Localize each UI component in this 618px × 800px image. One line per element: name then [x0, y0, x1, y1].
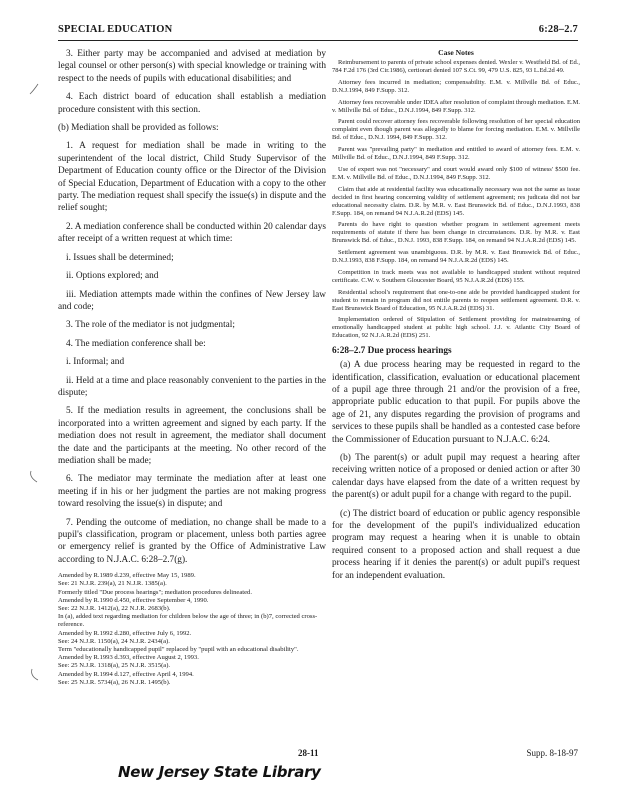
paragraph: ii. Options explored; and: [66, 271, 159, 282]
history-line: See: 24 N.J.R. 1150(a), 24 N.J.R. 2434(a).: [58, 637, 170, 645]
margin-mark: [28, 82, 40, 96]
history-line: Term "educationally handicapped pupil" replaced by "pupil with an educational disability".: [58, 646, 299, 654]
case-note: Claim that aide at residential facility was educationally necessary was not the same as issue decided in first hearing concerning validity of settlement agreement; res judicata did not bar educational necessity claim. D.R. by M.R. v. East Brunswick Bd. of Educ., D.N.J.1993, 838 F.Supp. 184, on remand 94 N.J.A.R.2d (EDS) 145.: [332, 185, 580, 217]
history-line: See: 21 N.J.R. 239(a), 21 N.J.R. 1385(a).: [58, 580, 167, 588]
history-line: Amended by R.1992 d.280, effective July 6, 1992.: [58, 629, 192, 637]
history-line: See: 25 N.J.R. 5734(a), 26 N.J.R. 1495(b).: [58, 678, 171, 686]
header-section-range: 6:28–2.7: [538, 24, 578, 35]
case-note: Parent could recover attorney fees recoverable following resolution of her special education complaint even though parent was allegedly to blame for forcing mediation. E.M. v. Millville Bd. of Educ., D.N.J. 1994, 849 F.Supp. 312.: [332, 118, 580, 142]
case-note: Competition in track meets was not available to handicapped student without required certificate. C.W. v. Southern Gloucester Board, 95 N.J.A.R.2d (EDS) 155.: [332, 268, 580, 284]
paragraph: 6. The mediator may terminate the mediation after at least one meeting if in his or her judgment the parties are not making progress toward resolving the issue(s) in dispute; and: [58, 474, 326, 510]
history-line: Amended by R.1990 d.450, effective September 4, 1990.: [58, 596, 209, 604]
case-notes-title: Case Notes: [438, 48, 474, 57]
paragraph: 1. A request for mediation shall be made in writing to the superintendent of the local district, Child Study Supervisor of the Department of Education county office or the Director of the Division of Special Education, Department of Education with a copy to the other party. The mediation request shall specify the issue(s) in dispute and the relief sought;: [58, 141, 326, 214]
case-note: Implementation ordered of Stipulation of Settlement providing for mainstreaming of emotionally handicapped student at public high school. J.J. v. Atlantic City Board of Education, 92 N.J.A.R.2d (EDS) 251.: [332, 316, 580, 340]
paragraph: ii. Held at a time and place reasonably convenient to the parties in the dispute;: [58, 375, 326, 398]
case-note: Settlement agreement was unambiguous. D.R. by M.R. v. East Brunswick Bd. of Educ., D.N.J.1993, 838 F.Supp. 184, on remand 94 N.J.A.R.2d (EDS) 145.: [332, 249, 580, 265]
history-line: Amended by R.1989 d.239, effective May 15, 1989.: [58, 572, 196, 580]
paragraph: 4. The mediation conference shall be:: [66, 338, 206, 349]
case-note: Parent was "prevailing party" in mediation and entitled to award of attorney fees. E.M. v. Millville Bd. of Educ., D.N.J.1994, 849 F.Supp. 312.: [332, 146, 580, 162]
paragraph: i. Informal; and: [66, 357, 125, 368]
case-note: Attorney fees incurred in mediation; compensability. E.M. v. Millville Bd. of Educ., D.N.J.1994, 849 F.Supp. 312.: [332, 78, 580, 94]
page-footer: [58, 748, 578, 762]
header-title: SPECIAL EDUCATION: [58, 24, 173, 35]
library-stamp: New Jersey State Library: [118, 763, 321, 781]
left-column: [58, 48, 326, 687]
history-line: Formerly titled "Due process hearings"; mediation procedures delineated.: [58, 588, 252, 596]
paragraph: (c) The district board of education or public agency responsible for the development of the pupil's individualized education program may request a hearing when it is unable to obtain required consent to a proposed action and shall request a due process hearing if it denies the parent(s) or adult pupil's request for an independent evaluation.: [332, 508, 580, 581]
case-note: Parents do have right to question whether program in settlement agreement meets requirements of statute if there has been change in circumstances. D.R. by M.R. v. East Brunswick Bd. of Educ., D.N.J. 1993, 838 F.Supp. 184, on remand 94 N.J.A.R.2d (EDS) 145.: [332, 221, 580, 245]
history-line: See: 25 N.J.R. 1318(a), 25 N.J.R. 3515(a).: [58, 662, 171, 670]
header-rule: [58, 40, 578, 41]
case-note: Reimbursement to parents of private school expenses denied. Wexler v. Westfield Bd. of Ed., 784 F.2d 176 (3rd Cir.1986), certiorari denied 107 S.Ct. 99, 479 U.S. 825, 93 L.Ed.2d 49.: [332, 59, 580, 74]
case-note: Use of expert was not "necessary" and court would award only $100 of witness' $500 fee. E.M. v. Millville Bd. of Educ., D.N.J.1994, 849 F.Supp. 312.: [332, 165, 580, 181]
paragraph: 5. If the mediation results in agreement, the conclusions shall be incorporated into a written agreement and signed by each party. If the mediation does not result in agreement, the mediator shall document the date and the participants at the meeting. No other record of the mediation shall be made;: [58, 406, 326, 466]
paragraph: 4. Each district board of education shall establish a mediation procedure consistent with this section.: [58, 92, 326, 115]
paragraph: (a) A due process hearing may be requested in regard to the identification, classification, evaluation or educational placement of a pupil age three through 21 and/or the provision of a free, appropriate public education to that pupil. For pupils above the age of 21, any disputes regarding the provision of programs and services to these pupils shall be handled as a contested case before the Commissioner of Education pursuant to N.J.A.C. 6:24.: [332, 360, 580, 445]
case-note: Attorney fees recoverable under IDEA after resolution of complaint through mediation. E.M. v. Millville Bd. of Educ., D.N.J.1994, 849 F.Supp. 312.: [332, 98, 580, 114]
history-line: See: 22 N.J.R. 1412(a), 22 N.J.R. 2683(b).: [58, 605, 171, 613]
paragraph: i. Issues shall be determined;: [66, 252, 174, 263]
history-line: Amended by R.1994 d.127, effective April 4, 1994.: [58, 670, 194, 678]
right-column: [332, 48, 580, 588]
margin-mark: [28, 668, 40, 682]
case-notes: [332, 59, 580, 340]
page-number: 28-11: [298, 748, 319, 758]
running-header: [58, 24, 578, 40]
history-line: Amended by R.1993 d.393, effective August 2, 1993.: [58, 654, 199, 662]
history-line: In (a), added text regarding mediation for children below the age of three; in (b)7, corrected cross-reference.: [58, 613, 318, 629]
paragraph: 3. Either party may be accompanied and advised at mediation by legal counsel or other person(s) with special knowledge or training with respect to the needs of pupils with educational disabilities; and: [58, 49, 326, 84]
paragraph: 2. A mediation conference shall be conducted within 20 calendar days after receipt of a written request at which time:: [58, 221, 326, 245]
supplement-date: Supp. 8-18-97: [526, 748, 578, 758]
case-note: Residential school's requirement that one-to-one aide be provided handicapped student for student to remain in program did not entitle parents to reopen settlement agreement. D.R. v. East Brunswick Board of Education, 95 N.J.A.R.2d (EDS) 31.: [332, 288, 580, 312]
paragraph: iii. Mediation attempts made within the confines of New Jersey law and code;: [58, 289, 326, 312]
paragraph: 3. The role of the mediator is not judgmental;: [66, 320, 235, 331]
paragraph: (b) Mediation shall be provided as follows:: [58, 123, 219, 134]
margin-mark: [28, 470, 40, 484]
paragraph: (b) The parent(s) or adult pupil may request a hearing after receiving written notice of a proposed or denied action or after 30 calendar days have elapsed from the date of a written request by the parent(s) or adult pupil for a change with regard to the pupil.: [332, 453, 580, 501]
amendment-history: [58, 572, 326, 687]
paragraph: 7. Pending the outcome of mediation, no change shall be made to a pupil's classification, program or placement, unless both parties agree or emergency relief is granted by the Office of Administrative Law according to N.J.A.C. 6:28–2.7(g).: [58, 517, 326, 565]
section-heading: 6:28–2.7 Due process hearings: [332, 346, 452, 357]
